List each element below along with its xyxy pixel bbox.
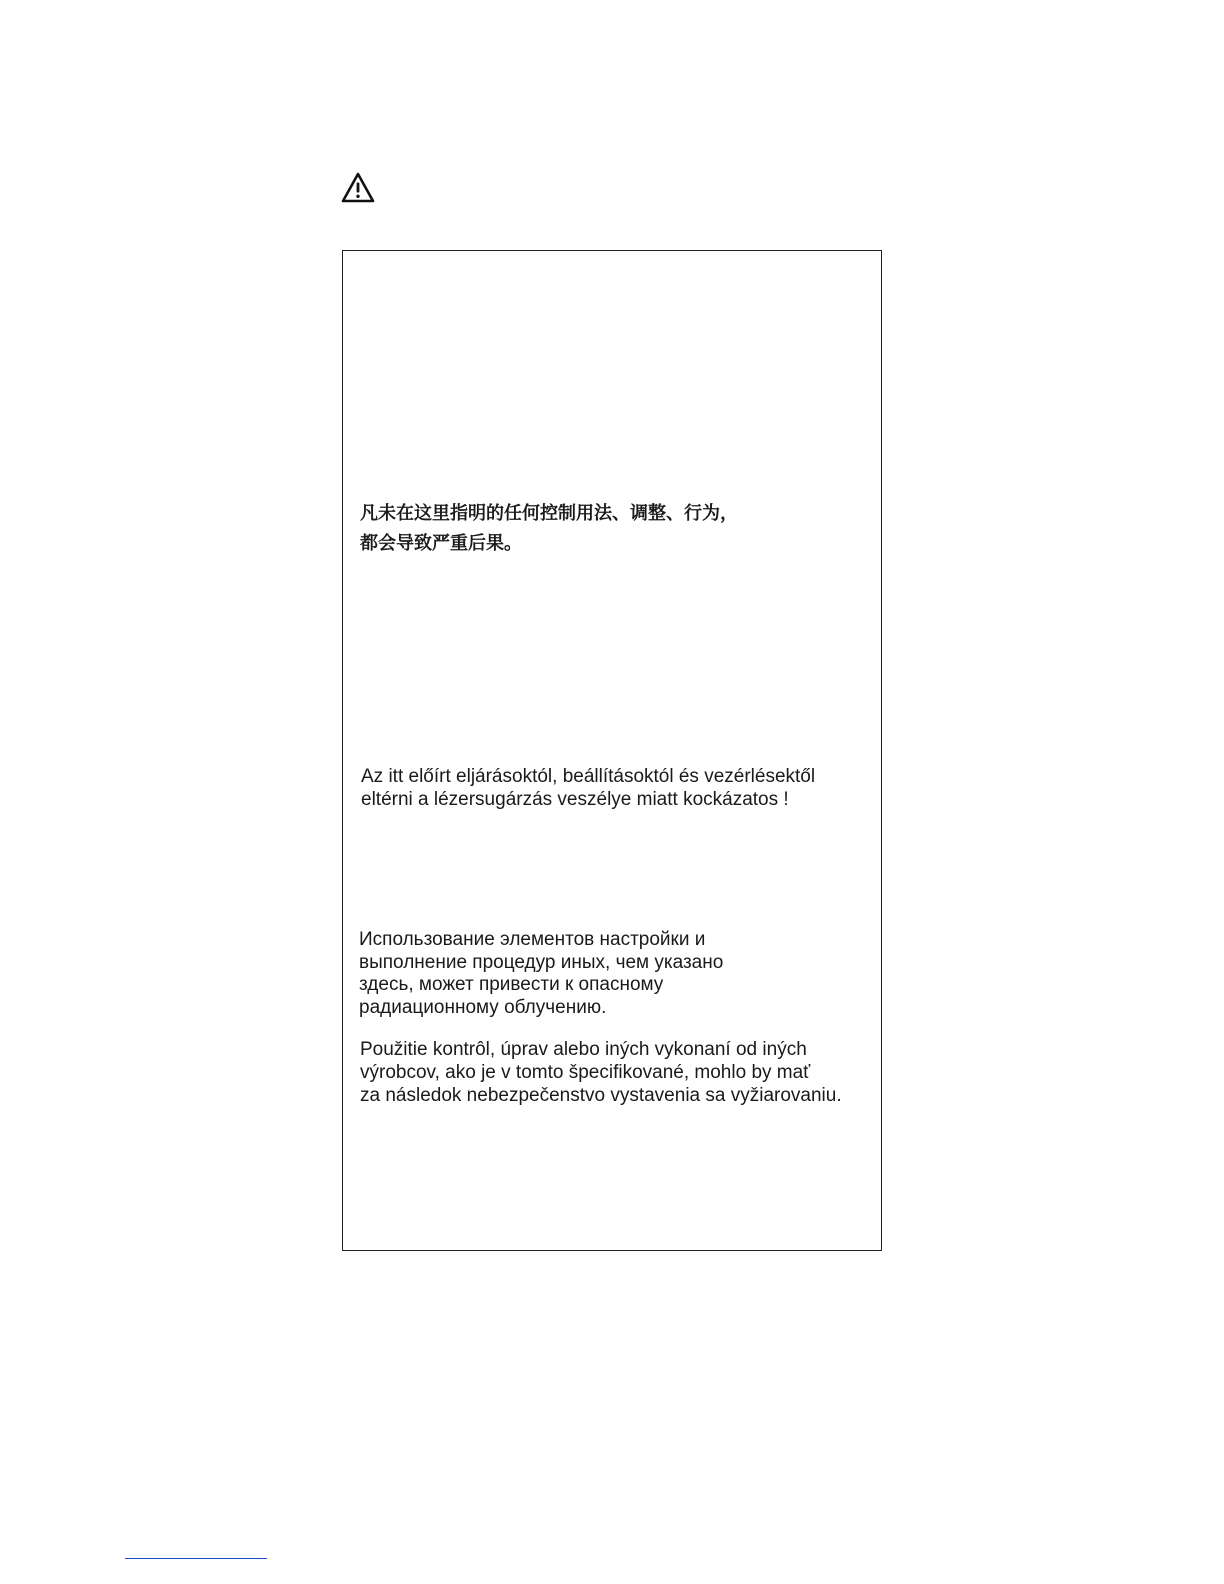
- notice-russian-line: Использование элементов настройки и: [359, 929, 706, 950]
- laser-notice-box: [342, 250, 882, 1251]
- notice-russian-line: радиационному облучению.: [359, 996, 607, 1018]
- notice-slovak-line: výrobcov, ako je v tomto špecifikované, mohlo by mať: [360, 1062, 811, 1083]
- notice-hungarian-line: eltérni a lézersugárzás veszélye miatt kockázatos !: [361, 789, 789, 810]
- footnote-divider: [125, 1558, 267, 1559]
- notice-hungarian-line: Az itt előírt eljárásoktól, beállításoktól és vezérlésektől: [361, 766, 816, 787]
- notice-hungarian: [361, 765, 815, 811]
- notice-russian: [359, 929, 723, 1019]
- notice-russian-line: здесь, может привести к опасному: [359, 974, 664, 995]
- notice-chinese: [360, 499, 738, 559]
- notice-slovak-line: za následok nebezpečenstvo vystavenia sa vyžiarovaniu.: [360, 1085, 842, 1106]
- notice-slovak: [360, 1038, 842, 1107]
- warning-triangle-icon: [341, 172, 375, 204]
- notice-chinese-line: 凡未在这里指明的任何控制用法、调整、行为，: [360, 503, 738, 524]
- notice-chinese-line: 都会导致严重后果。: [360, 533, 522, 554]
- notice-russian-line: выполнение процедур иных, чем указано: [359, 951, 724, 973]
- notice-slovak-line: Použitie kontrôl, úprav alebo iných vykonaní od iných: [360, 1039, 807, 1060]
